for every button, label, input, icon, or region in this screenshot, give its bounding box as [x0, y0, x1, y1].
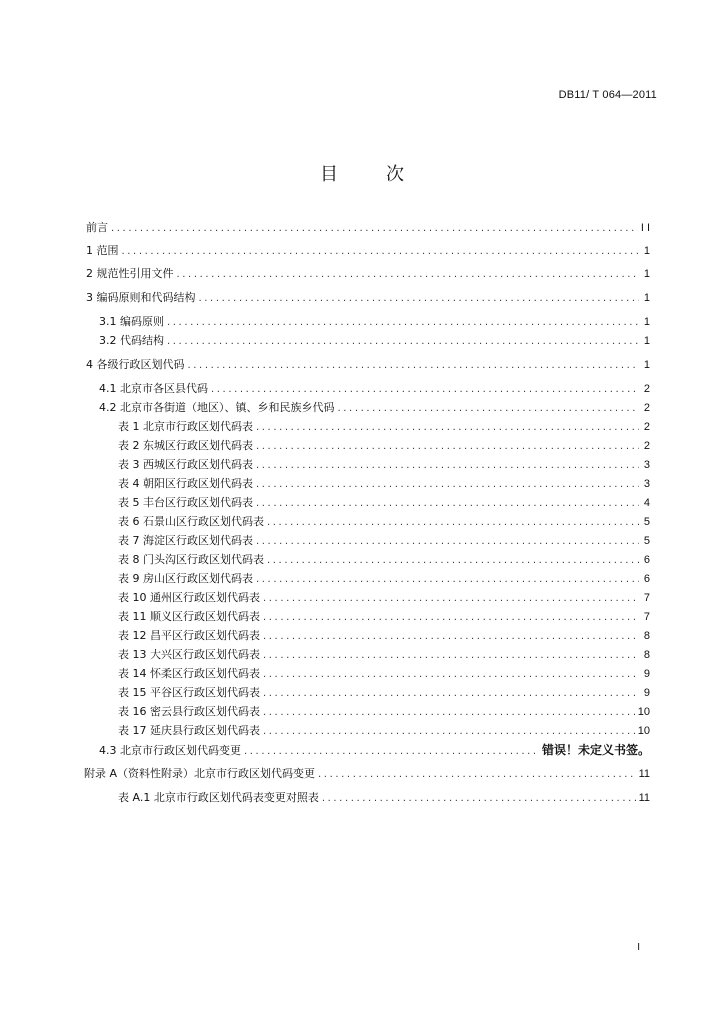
- toc-entry-label: 表 7 海淀区行政区划代码表: [118, 534, 253, 547]
- leader-dots: [256, 533, 639, 551]
- toc-entry-table-8[interactable]: [86, 551, 650, 569]
- toc-entry-page: 2: [643, 383, 650, 395]
- toc-entry-table-3[interactable]: [86, 456, 650, 474]
- toc-entry-label: 表 5 丰台区行政区划代码表: [118, 496, 253, 509]
- toc-entry-table-7[interactable]: [86, 532, 650, 550]
- toc-entry-page: 7: [643, 611, 650, 623]
- toc-entry-label: 表 13 大兴区行政区划代码表: [118, 648, 260, 661]
- toc-entry-page: 1: [643, 335, 650, 347]
- toc-entry-table-13[interactable]: [86, 646, 650, 664]
- toc-entry-label: 4.3 北京市行政区划代码变更: [99, 744, 241, 757]
- standard-code: DB11/ T 064—2011: [558, 89, 657, 101]
- toc-entry-page: 5: [643, 516, 650, 528]
- toc-entry-appendix-a[interactable]: [84, 765, 650, 783]
- toc-entry-page: 6: [643, 573, 650, 585]
- toc-title-part1: 目: [320, 164, 338, 185]
- toc-entry-page: I I: [640, 222, 650, 234]
- toc-entry-label: 表 8 门头沟区行政区划代码表: [118, 553, 264, 566]
- toc-entry-label: 表 3 西城区行政区划代码表: [118, 458, 253, 471]
- toc-entry-label: 表 10 通州区行政区划代码表: [118, 591, 260, 604]
- toc-entry-label: 3 编码原则和代码结构: [86, 291, 196, 304]
- leader-dots: [263, 685, 639, 703]
- toc-entry-page: 6: [643, 554, 650, 566]
- toc-entry-label: 4.1 北京市各区县代码: [99, 382, 208, 395]
- toc-entry-4-2[interactable]: [86, 399, 650, 417]
- toc-entry-label: 表 1 北京市行政区划代码表: [118, 420, 253, 433]
- leader-dots: [267, 514, 639, 532]
- toc-entry-page: 9: [643, 668, 650, 680]
- toc-entry-page: 7: [643, 592, 650, 604]
- toc-entry-table-10[interactable]: [86, 589, 650, 607]
- leader-dots: [263, 666, 639, 684]
- toc-entry-label: 表 12 昌平区行政区划代码表: [118, 629, 260, 642]
- toc-entry-scope[interactable]: [86, 242, 650, 260]
- toc-entry-table-14[interactable]: [86, 665, 650, 683]
- leader-dots: [318, 766, 636, 784]
- toc-entry-page: 10: [637, 725, 650, 737]
- toc-entry-label: 前言: [86, 221, 108, 234]
- toc-entry-table-a1[interactable]: [86, 789, 650, 807]
- leader-dots: [263, 704, 635, 722]
- toc-entry-label: 1 范围: [86, 244, 119, 257]
- toc-entry-4-3[interactable]: [86, 741, 650, 759]
- toc-entry-table-11[interactable]: [86, 608, 650, 626]
- toc-entry-table-17[interactable]: [86, 722, 650, 740]
- toc-entry-table-1[interactable]: [86, 418, 650, 436]
- toc-entry-4-1[interactable]: [86, 380, 650, 398]
- toc-entry-table-15[interactable]: [86, 684, 650, 702]
- toc-entry-table-12[interactable]: [86, 627, 650, 645]
- leader-dots: [188, 357, 640, 375]
- leader-dots: [263, 590, 639, 608]
- toc-entry-table-16[interactable]: [86, 703, 650, 721]
- leader-dots: [122, 243, 640, 261]
- toc-entry-label: 表 2 东城区行政区划代码表: [118, 439, 253, 452]
- leader-dots: [167, 333, 639, 351]
- toc-entry-label: 表 14 怀柔区行政区划代码表: [118, 667, 260, 680]
- toc-entry-label: 表 9 房山区行政区划代码表: [118, 572, 253, 585]
- toc-entry-label: 表 6 石景山区行政区划代码表: [118, 515, 264, 528]
- toc-entry-page: 2: [643, 402, 650, 414]
- toc-entry-table-5[interactable]: [86, 494, 650, 512]
- toc-entry-page: 10: [637, 706, 650, 718]
- leader-dots: [263, 628, 639, 646]
- toc-entry-label: 2 规范性引用文件: [86, 267, 174, 280]
- leader-dots: [256, 476, 639, 494]
- toc-entry-label: 表 15 平谷区行政区划代码表: [118, 686, 260, 699]
- toc-entry-coding-principles[interactable]: [86, 289, 650, 307]
- toc-entry-label: 4.2 北京市各街道（地区）、镇、乡和民族乡代码: [99, 401, 335, 414]
- toc-entry-label: 表 11 顺义区行政区划代码表: [118, 610, 260, 623]
- toc-entry-label: 3.2 代码结构: [99, 334, 164, 347]
- leader-dots: [256, 571, 639, 589]
- toc-entry-label: 表 16 密云县行政区划代码表: [118, 705, 260, 718]
- toc-entry-3-2[interactable]: [86, 332, 650, 350]
- toc-entry-label: 4 各级行政区划代码: [86, 358, 185, 371]
- leader-dots: [267, 552, 639, 570]
- toc-entry-label: 3.1 编码原则: [99, 315, 164, 328]
- toc-entry-table-6[interactable]: [86, 513, 650, 531]
- leader-dots: [256, 495, 639, 513]
- toc-entry-page: 1: [643, 245, 650, 257]
- toc-entry-page: 8: [643, 649, 650, 661]
- toc-entry-table-4[interactable]: [86, 475, 650, 493]
- toc-entry-page: 11: [638, 792, 650, 804]
- leader-dots: [167, 314, 639, 332]
- leader-dots: [111, 220, 638, 238]
- toc-entry-page: 9: [643, 687, 650, 699]
- leader-dots: [263, 647, 639, 665]
- toc-entry-normative-refs[interactable]: [86, 265, 650, 283]
- toc-entry-page: 1: [643, 359, 650, 371]
- leader-dots: [177, 266, 640, 284]
- toc-entry-page: 8: [643, 630, 650, 642]
- leader-dots: [263, 723, 635, 741]
- toc-entry-label: 附录 A（资料性附录）北京市行政区划代码变更: [84, 767, 316, 780]
- page-number: I: [637, 942, 640, 953]
- toc-entry-admin-codes[interactable]: [86, 356, 650, 374]
- leader-dots: [211, 381, 639, 399]
- toc-entry-table-2[interactable]: [86, 437, 650, 455]
- toc-entry-page: 3: [643, 459, 650, 471]
- toc-entry-page-error: 错误！未定义书签。: [541, 743, 650, 757]
- toc-entry-page: 1: [643, 268, 650, 280]
- leader-dots: [244, 743, 539, 761]
- toc-entry-page: 1: [643, 316, 650, 328]
- toc-title: [0, 160, 724, 186]
- leader-dots: [338, 400, 640, 418]
- toc-entry-page: 5: [643, 535, 650, 547]
- leader-dots: [256, 457, 639, 475]
- toc-entry-page: 11: [638, 768, 650, 780]
- toc-entry-3-1[interactable]: [86, 313, 650, 331]
- toc-entry-page: 4: [643, 497, 650, 509]
- leader-dots: [322, 790, 636, 808]
- toc-entry-page: 2: [643, 421, 650, 433]
- toc-entry-table-9[interactable]: [86, 570, 650, 588]
- toc-title-part2: 次: [386, 164, 404, 185]
- toc-entry-page: 3: [643, 478, 650, 490]
- toc-entry-foreword[interactable]: [86, 219, 650, 237]
- toc-entry-label: 表 17 延庆县行政区划代码表: [118, 724, 260, 737]
- toc-entry-page: 2: [643, 440, 650, 452]
- leader-dots: [199, 290, 640, 308]
- leader-dots: [263, 609, 639, 627]
- toc-entry-label: 表 A.1 北京市行政区划代码表变更对照表: [118, 791, 319, 804]
- leader-dots: [256, 438, 639, 456]
- leader-dots: [256, 419, 639, 437]
- toc-entry-page: 1: [643, 292, 650, 304]
- toc-entry-label: 表 4 朝阳区行政区划代码表: [118, 477, 253, 490]
